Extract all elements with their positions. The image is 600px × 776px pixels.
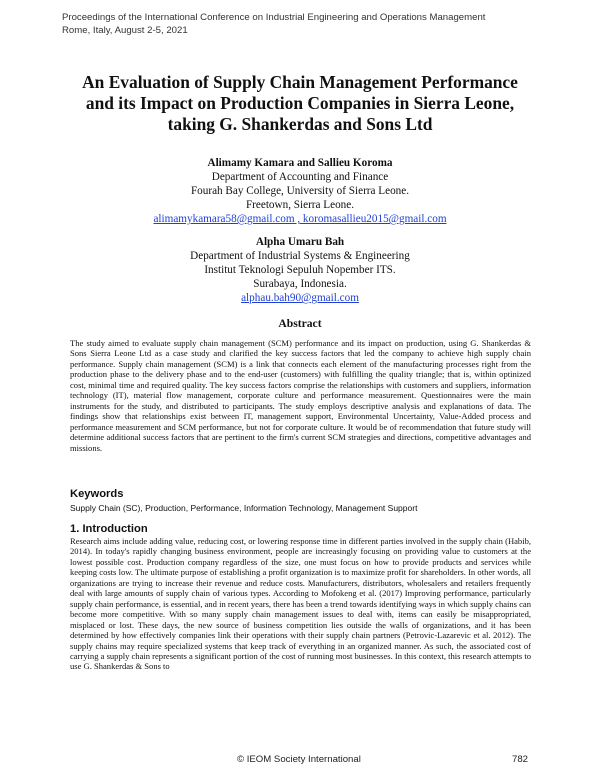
author-institution: Institut Teknologi Sepuluh Nopember ITS. (204, 264, 396, 276)
author-city: Freetown, Sierra Leone. (245, 199, 355, 211)
author-emails-link[interactable]: alimamykamara58@gmail.com , koromasallieu2015@gmail.com (153, 213, 447, 225)
author-institution: Fourah Bay College, University of Sierra Leone. (190, 185, 410, 197)
author-department: Department of Industrial Systems & Engineering (190, 250, 410, 262)
title-line-2: and its Impact on Production Companies in Sierra Leone, (85, 93, 515, 113)
author-block-1 (60, 156, 540, 226)
author-names: Alimamy Kamara and Sallieu Koroma (207, 157, 393, 169)
keywords-heading: Keywords (70, 488, 124, 500)
keywords-text: Supply Chain (SC), Production, Performance, Information Technology, Management Support (70, 503, 418, 513)
author-name: Alpha Umaru Bah (255, 236, 345, 248)
paper-title (40, 72, 560, 135)
author-city: Surabaya, Indonesia. (253, 278, 347, 290)
title-line-3: taking G. Shankerdas and Sons Ltd (167, 114, 433, 134)
title-line-1: An Evaluation of Supply Chain Management Performance (82, 72, 518, 92)
introduction-text: Research aims include adding value, reducing cost, or lowering response time in different parties involved in the supply chain (Habib, 2014). In today's rapidly changing business environment, people are increasingly focusing on providing value to customers at the lowest possible cost. Production company regardless of the size, one must focus on how to provide products and services while keeping costs low. The ultimate purpose of establishing a profit organization is to maximize profit for shareholders. In other words, all organizations are trying to increase their revenue and reduce costs. Manufacturers, distributors, wholesalers and retailers frequently deal with large amounts of supply chain of various types. According to Mofokeng et al. (2017) Improving performance, particularly supply chain performance, is essential, and in recent years, there has been a trend towards identifying ways in which supply chains can become more competitive. With so many supply chain management issues to deal with, items can easily be misappropriated, misplaced or lost. These days, the new source of business competition lies outside the walls of organizations, and it has been determined by how effectively companies link their operations with their supply chain partners (Petrovic-Lazarevic et al. 2012). The supply chains may require specialized systems that keep track of everything in an organized manner. As such, the associated cost of carrying a supply chain represents a significant portion of the cost of running most businesses. In this context, this research attempts to use G. Shankerdas & Sons to (70, 536, 531, 672)
author-email-link[interactable]: alphau.bah90@gmail.com (241, 292, 359, 304)
conference-name: Proceedings of the International Conference on Industrial Engineering and Operations Management (62, 12, 486, 23)
footer-copyright: © IEOM Society International (237, 754, 361, 765)
author-department: Department of Accounting and Finance (211, 171, 389, 183)
running-header (62, 12, 542, 37)
abstract-text: The study aimed to evaluate supply chain management (SCM) performance and its impact on production, using G. Shankerdas & Sons Sierra Leone Ltd as a case study and clarified the key success factors that led the company to achieve high supply chain performance. Supply chain management (SCM) is a link that connects each element of the manufacturing processes right from the production phase to the delivery phase and to the end-user (customers) with fulfilling the quality triangle; that is, within optinized cost, minimal time and required quality. The key success factors comprise the relationships with customers and suppliers, information technology (IT), material flow management, corporate culture and performance measurement. Questionnaires were the main instruments for the study, and distributed to participants. The study employs descriptive analysis and explanations of data. The findings show that relationships exist between IT, management support, Environmental Uncertainty, Value-Added process and performance measurement and SCM performance, but not for corporate culture. It would be of recommendation that future study will determine additional success factors that are pertinent to the firm's current SCM strategies and directions, competitive advantages and missions. (70, 338, 531, 453)
introduction-heading: 1. Introduction (70, 523, 148, 535)
abstract-heading: Abstract (278, 317, 322, 330)
page-number: 782 (512, 754, 529, 765)
conference-location-date: Rome, Italy, August 2-5, 2021 (62, 24, 188, 36)
author-block-2 (60, 235, 540, 305)
